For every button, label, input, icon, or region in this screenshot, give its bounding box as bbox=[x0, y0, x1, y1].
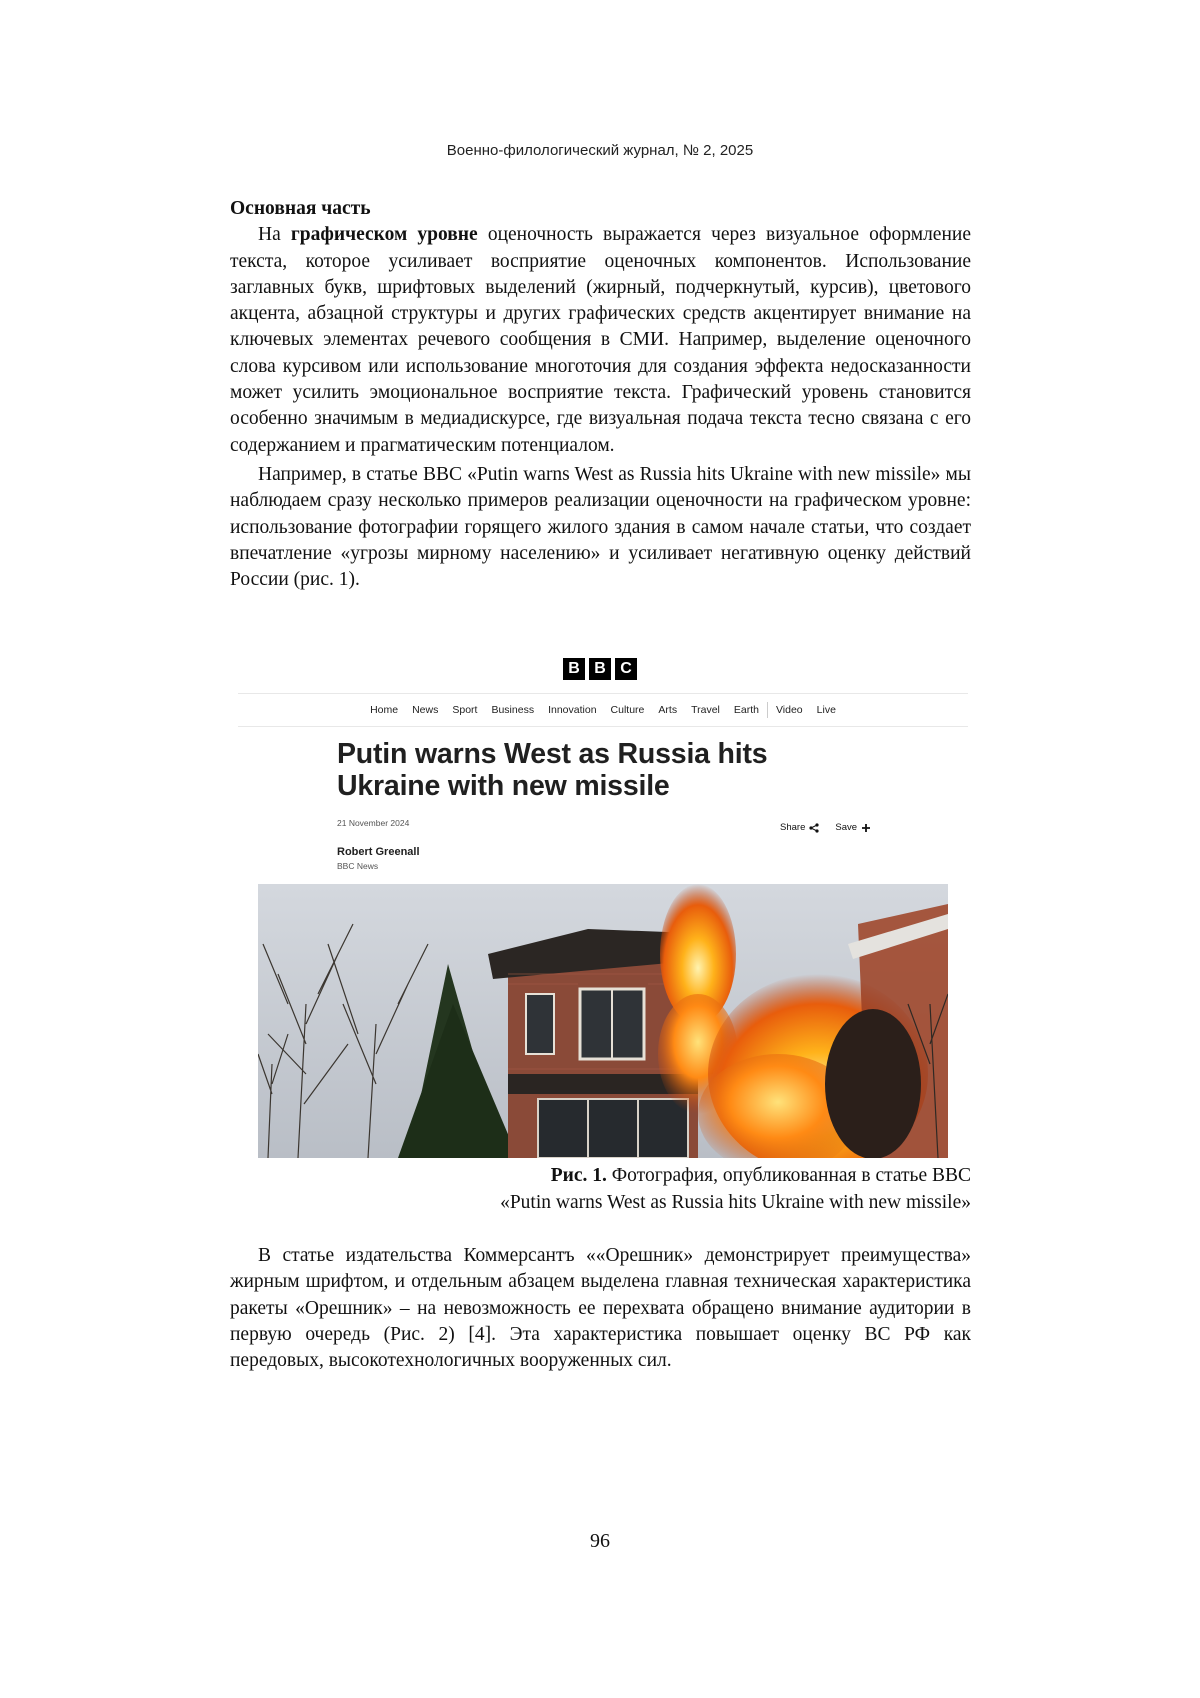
share-label: Share bbox=[780, 822, 806, 833]
paragraph-2: Например, в статье BBC «Putin warns West as Russia hits Ukraine with new missile» мы наблюдаем сразу несколько примеров реализации оценочности на графическом уровне: использование фотографии горящего жилого здания в самом начале статьи, что создает впечатление «угрозы мирному населению» и усиливает негативную оценку действий России (рис. 1). bbox=[230, 463, 971, 591]
nav-item-sport[interactable]: Sport bbox=[452, 704, 478, 716]
article-date: 21 November 2024 bbox=[337, 818, 410, 828]
nav-item-innovation[interactable]: Innovation bbox=[548, 704, 597, 716]
nav-item-home[interactable]: Home bbox=[370, 704, 399, 716]
nav-item-business[interactable]: Business bbox=[491, 704, 535, 716]
nav-item-earth[interactable]: Earth bbox=[733, 704, 759, 716]
bbc-logo[interactable] bbox=[563, 658, 637, 680]
bbc-nav-bar bbox=[238, 693, 968, 727]
figure-1-bbc-screenshot bbox=[238, 650, 968, 1160]
caption-text: Фотография, опубликованная в статье BBC bbox=[606, 1165, 971, 1186]
share-save-actions bbox=[780, 822, 871, 833]
paragraph-1-bold-term: графическом уровне bbox=[290, 224, 478, 246]
figure-caption bbox=[230, 1163, 971, 1216]
article-headline: Putin warns West as Russia hits Ukraine with new missile bbox=[337, 738, 768, 802]
paragraph-1 bbox=[230, 222, 971, 459]
section-heading: Основная часть bbox=[230, 198, 371, 219]
caption-label: Рис. 1. bbox=[550, 1165, 607, 1186]
save-button[interactable] bbox=[835, 822, 871, 833]
nav-item-news[interactable]: News bbox=[412, 704, 439, 716]
body-top bbox=[230, 196, 971, 593]
plus-icon bbox=[861, 823, 871, 833]
share-icon bbox=[809, 823, 819, 833]
nav-item-arts[interactable]: Arts bbox=[658, 704, 678, 716]
nav-item-travel[interactable]: Travel bbox=[691, 704, 720, 716]
bbc-logo-block: B bbox=[589, 658, 611, 680]
page-number: 96 bbox=[590, 1530, 610, 1552]
caption-line-1 bbox=[230, 1163, 971, 1190]
paragraph-1-text: оценочность выражается через визуальное оформление текста, которое усиливает восприятие оценочных компонентов. Использование заглавных букв, шрифтовых выделений (жирный, подчеркнутый, курсив), цветового акцента, абзацной структуры и других графических средств акцентирует внимание на ключевых элементах речевого сообщения в СМИ. Например, выделение оценочного слова курсивом или использование многоточия для создания эффекта недосказанности может усилить эмоциональное восприятие текста. Графический уровень становится особенно значимым в медиадискурсе, где визуальная подача текста тесно связана с его содержанием и прагматическим потенциалом. bbox=[230, 224, 971, 456]
bbc-logo-block: C bbox=[615, 658, 637, 680]
paragraph-1-lead: На bbox=[258, 224, 291, 246]
share-button[interactable] bbox=[780, 822, 819, 833]
caption-line-2: «Putin warns West as Russia hits Ukraine with new missile» bbox=[500, 1191, 971, 1213]
article-author: Robert Greenall bbox=[337, 846, 420, 858]
burning-house-photo bbox=[258, 884, 948, 1158]
body-bottom bbox=[230, 1243, 971, 1374]
nav-item-video[interactable]: Video bbox=[775, 704, 803, 716]
nav-divider bbox=[767, 702, 768, 718]
nav-item-culture[interactable]: Culture bbox=[610, 704, 645, 716]
nav-item-live[interactable]: Live bbox=[816, 704, 836, 716]
running-head: Военно-филологический журнал, № 2, 2025 bbox=[446, 142, 754, 159]
bbc-logo-block: B bbox=[563, 658, 585, 680]
paragraph-3: В статье издательства Коммерсантъ ««Орешник» демонстрирует преимущества» жирным шрифтом, и отдельным абзацем выделена главная техническая характеристика ракеты «Орешник» – на невозможность ее перехвата обращено внимание аудитории в первую очередь (Рис. 2) [4]. Эта характеристика повышает оценку ВС РФ как передовых, высокотехнологичных вооруженных сил. bbox=[230, 1245, 971, 1372]
save-label: Save bbox=[835, 822, 858, 833]
article-author-org: BBC News bbox=[337, 861, 379, 871]
